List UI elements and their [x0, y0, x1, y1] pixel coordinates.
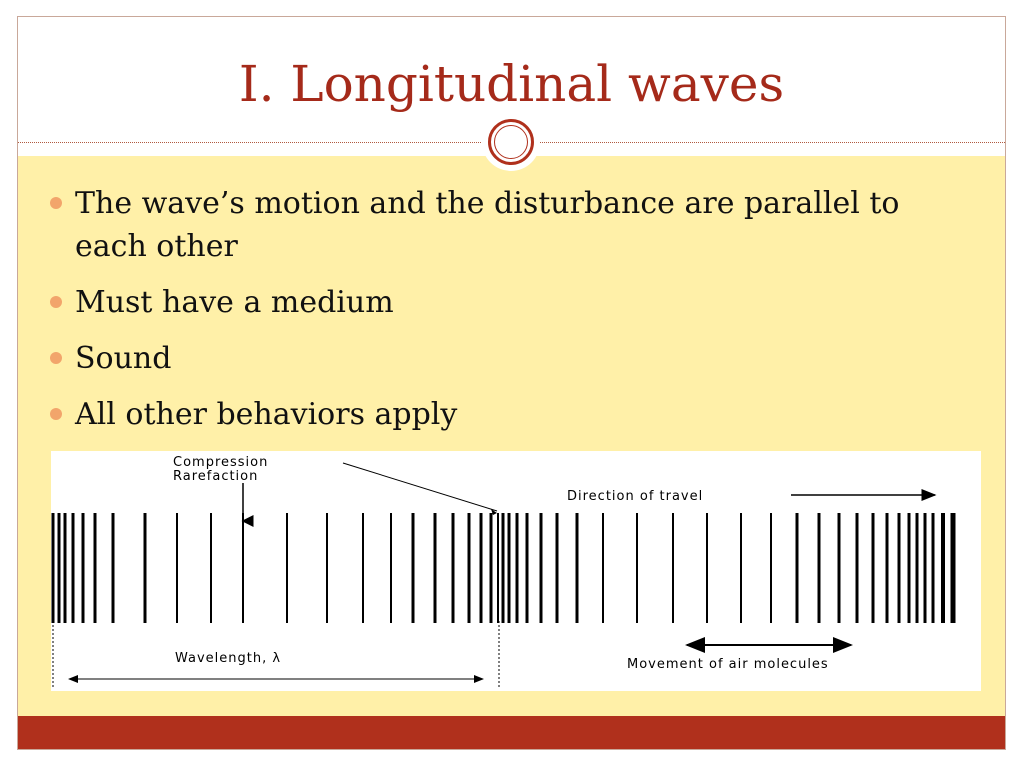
ornament-inner-ring [494, 125, 528, 159]
bullet-list [48, 182, 968, 449]
longitudinal-wave-diagram [51, 451, 981, 691]
movement-label: Movement of air molecules [627, 657, 829, 672]
bullet-item [48, 393, 968, 436]
compression-pointer-line [343, 463, 497, 511]
bullet-text: Sound [75, 341, 172, 376]
bullet-icon [50, 408, 62, 420]
footer-bar [18, 716, 1005, 749]
bullet-item [48, 182, 968, 268]
bullet-item [48, 281, 968, 324]
direction-label: Direction of travel [567, 489, 704, 504]
bullet-text: Must have a medium [75, 285, 394, 320]
wavelength-label: Wavelength, λ [175, 651, 282, 666]
wave-diagram-svg [51, 451, 981, 691]
bullet-icon [50, 197, 62, 209]
bullet-icon [50, 352, 62, 364]
air-molecule-lines [53, 513, 953, 623]
slide-title: I. Longitudinal waves [238, 55, 785, 113]
rarefaction-label: Rarefaction [173, 469, 259, 484]
bullet-icon [50, 296, 62, 308]
bullet-text: The wave’s motion and the disturbance are parallel to each other [75, 186, 900, 264]
bullet-text: All other behaviors apply [75, 397, 458, 432]
compression-label: Compression [173, 455, 269, 470]
bullet-item [48, 337, 968, 380]
